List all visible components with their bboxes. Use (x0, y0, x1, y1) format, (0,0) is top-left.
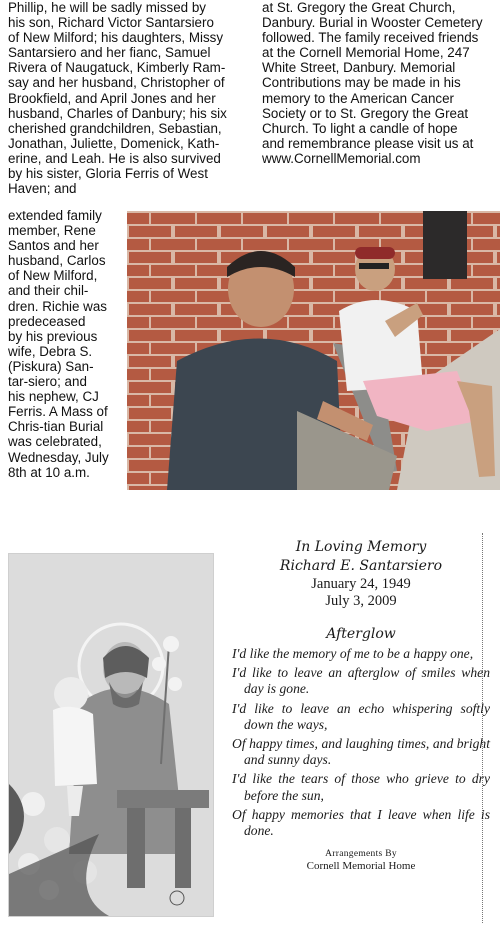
text-line: Church. To light a candle of hope (262, 120, 458, 136)
poem-stanza: I'd like the memory of me to be a happy one, (232, 646, 474, 661)
text-line: Haven; and (8, 181, 77, 197)
text-line: tar-siero; and (8, 374, 87, 390)
text-line: Wednesday, July (8, 449, 109, 465)
text-line: wife, Debra S. (8, 343, 93, 359)
text-line: and their chil- (8, 283, 89, 299)
text-line: dren. Richie was (8, 298, 107, 314)
obituary-column-left (8, 0, 242, 196)
text-line: husband, Charles of Danbury; his six (8, 105, 227, 121)
text-line: Contributions may be made in his (262, 75, 461, 91)
text-line: memory to the American Cancer (262, 90, 455, 106)
text-line: Ferris. A Mass of (8, 404, 108, 420)
arrangements-label: Arrangements By (325, 849, 397, 860)
text-line: cherished grandchildren, Sebastian, (8, 120, 222, 136)
text-line: member, Rene (8, 223, 96, 239)
poem-stanza: Of happy memories that I leave when life is done. (232, 806, 490, 839)
text-line: Rivera of Naugatuck, Kimberly Ram- (8, 60, 226, 76)
text-line: (Piskura) San- (8, 358, 94, 374)
death-date: July 3, 2009 (325, 593, 397, 609)
text-line: 8th at 10 a.m. (8, 464, 90, 480)
poem-afterglow (232, 646, 490, 839)
text-line: predeceased (8, 313, 86, 329)
text-line: by his sister, Gloria Ferris of West (8, 166, 208, 182)
text-line: and remembrance please visit us at (262, 135, 474, 151)
text-line: by his previous (8, 328, 98, 344)
text-line: Chris-tian Burial (8, 419, 104, 435)
text-line: Danbury. Burial in Wooster Cemetery (262, 15, 483, 31)
text-line: say and her husband, Christopher of (8, 75, 225, 91)
funeral-home-name: Cornell Memorial Home (306, 860, 416, 873)
obituary-column-narrow (8, 208, 126, 480)
text-line: was celebrated, (8, 434, 102, 450)
text-line: extended family (8, 208, 102, 223)
poem-stanza: I'd like the tears of those who grieve to dry before the sun, (232, 771, 490, 803)
text-line: White Street, Danbury. Memorial (262, 60, 456, 76)
photo-illustration (127, 211, 500, 490)
text-line: www.CornellMemorial.com (262, 150, 421, 166)
memorial-heading: In Loving Memory (295, 539, 427, 555)
deceased-name: Richard E. Santarsiero (279, 558, 443, 574)
text-line: at St. Gregory the Great Church, (262, 0, 456, 15)
text-line: at the Cornell Memorial Home, 247 (262, 45, 470, 61)
memorial-card-text (232, 538, 490, 872)
poem-stanza: Of happy times, and laughing times, and bright and sunny days. (232, 736, 490, 768)
text-line: his son, Richard Victor Santarsiero (8, 15, 214, 31)
saint-joseph-with-child-illustration (9, 554, 213, 916)
poem-stanza: I'd like to leave an echo whispering softly down the ways, (232, 700, 490, 732)
text-line: Santos and her (8, 238, 99, 254)
text-line: Society or to St. Gregory the Great (262, 105, 469, 121)
birth-date: January 24, 1949 (311, 576, 411, 592)
text-line: his nephew, CJ (8, 389, 99, 405)
text-line: Jonathan, Juliette, Domenick, Kath- (8, 135, 220, 151)
obituary-column-right (262, 0, 498, 166)
text-line: erine, and Leah. He is also survived (8, 150, 221, 166)
text-line: Brookfield, and April Jones and her (8, 90, 216, 106)
poem-stanza: I'd like to leave an afterglow of smiles when day is gone. (232, 665, 490, 697)
text-line: Phillip, he will be sadly missed by (8, 0, 206, 15)
poem-title: Afterglow (326, 626, 396, 642)
text-line: followed. The family received friends (262, 30, 479, 46)
text-line: husband, Carlos (8, 253, 106, 269)
text-line: of New Milford, (8, 268, 98, 284)
text-line: of New Milford; his daughters, Missy (8, 30, 224, 46)
text-line: Santarsiero and her fianc, Samuel (8, 45, 211, 61)
photo-two-men-brick-wall (127, 211, 500, 490)
prayer-card-saint-joseph (8, 553, 214, 917)
